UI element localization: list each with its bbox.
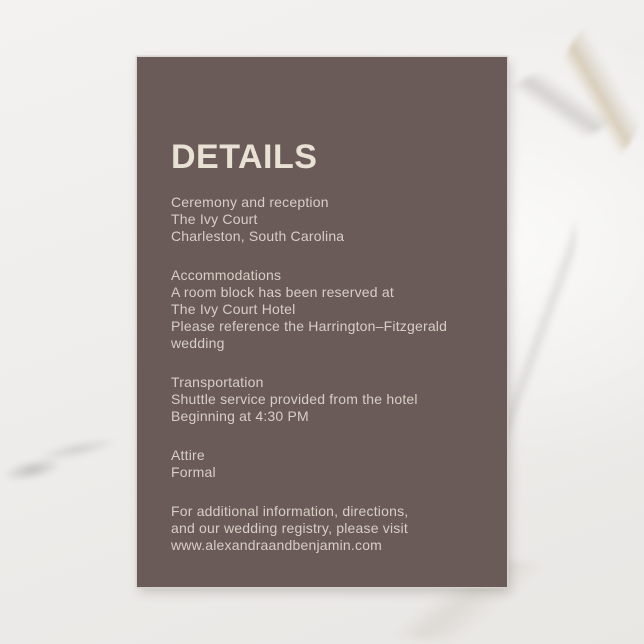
- section-accommodations: [171, 267, 479, 352]
- section-heading: Attire: [171, 447, 205, 463]
- section-attire: [171, 447, 479, 481]
- hotel-name: The Ivy Court Hotel: [171, 301, 296, 317]
- reference-line-continued: wedding: [171, 335, 225, 351]
- attire-value: Formal: [171, 464, 216, 480]
- card-title: DETAILS: [171, 138, 318, 176]
- section-additional-information: [171, 503, 479, 554]
- reference-line: Please reference the Harrington–Fitzgerald: [171, 318, 448, 334]
- shuttle-line: Shuttle service provided from the hotel: [171, 391, 418, 407]
- section-heading: Transportation: [171, 374, 264, 390]
- marble-vein-tan: [546, 12, 644, 173]
- wedding-website-url: www.alexandraandbenjamin.com: [171, 537, 383, 553]
- marble-vein-gray-top: [506, 70, 616, 140]
- section-heading: Accommodations: [171, 267, 282, 283]
- details-enclosure-card: [137, 57, 507, 587]
- accommodations-line: A room block has been reserved at: [171, 284, 394, 300]
- venue-location: Charleston, South Carolina: [171, 228, 345, 244]
- section-transportation: [171, 374, 479, 425]
- marble-vein-gray-left: [0, 410, 142, 510]
- info-line-continued: and our wedding registry, please visit: [171, 520, 408, 536]
- venue-name: The Ivy Court: [171, 211, 258, 227]
- section-heading: Ceremony and reception: [171, 194, 329, 210]
- info-line: For additional information, directions,: [171, 503, 409, 519]
- shuttle-time: Beginning at 4:30 PM: [171, 408, 309, 424]
- section-ceremony-and-reception: [171, 194, 479, 245]
